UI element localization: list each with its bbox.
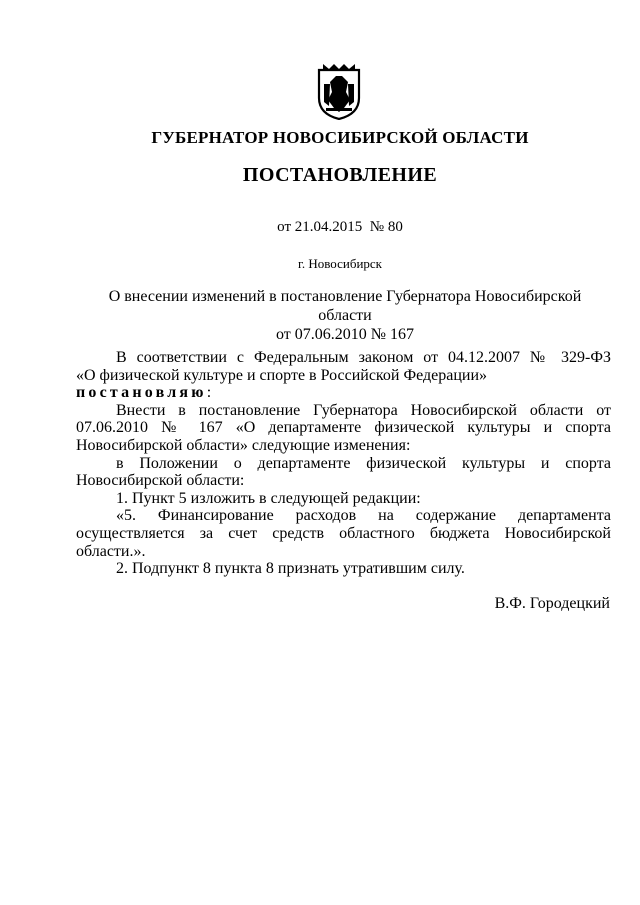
document-type-title: ПОСТАНОВЛЕНИЕ [242,164,438,186]
decree-colon: : [206,384,212,402]
paragraph-3: в Положении о департаменте физической культуры и спорта Новосибирской области: [76,454,611,490]
date-line [0,219,640,236]
document-subject [90,287,600,344]
paragraph-2: Внести в постановление Губернатора Новосибирской области от 07.06.2010 № 167 «О департаменте физической культуры и спорта Новосибирской области» следующие изменения: [76,401,611,454]
paragraph-6: 2. Подпункт 8 пункта 8 признать утратившим силу. [116,560,465,578]
decree-word: постановляю [76,384,207,402]
number-sign: № [369,219,385,235]
law-title: «О физической культуре и спорте в Российской Федерации» [76,366,488,384]
document-body [76,349,611,578]
paragraph-4: 1. Пункт 5 изложить в следующей редакции: [116,489,421,507]
subject-line-1: О внесении изменений в постановление Губернатора Новосибирской области [108,288,582,324]
date-prefix: от [277,219,292,235]
document-number: 80 [387,219,403,235]
coat-of-arms-icon [316,62,362,120]
paragraph-5: «5. Финансирование расходов на содержание департамента осуществляется за счет средств областного бюджета Новосибирской области.». [76,507,611,560]
issuing-authority: ГУБЕРНАТОР НОВОСИБИРСКОЙ ОБЛАСТИ [151,128,529,147]
paragraph-1-line-1: В соответствии с Федеральным законом от 04.12.2007 № 329-ФЗ [116,349,611,366]
document-date: 21.04.2015 [294,219,363,235]
city: г. Новосибирск [297,256,382,271]
subject-line-2: от 07.06.2010 № 167 [275,326,415,343]
paragraph-1-line-2 [76,367,611,402]
signatory-name: В.Ф. Городецкий [494,595,610,612]
